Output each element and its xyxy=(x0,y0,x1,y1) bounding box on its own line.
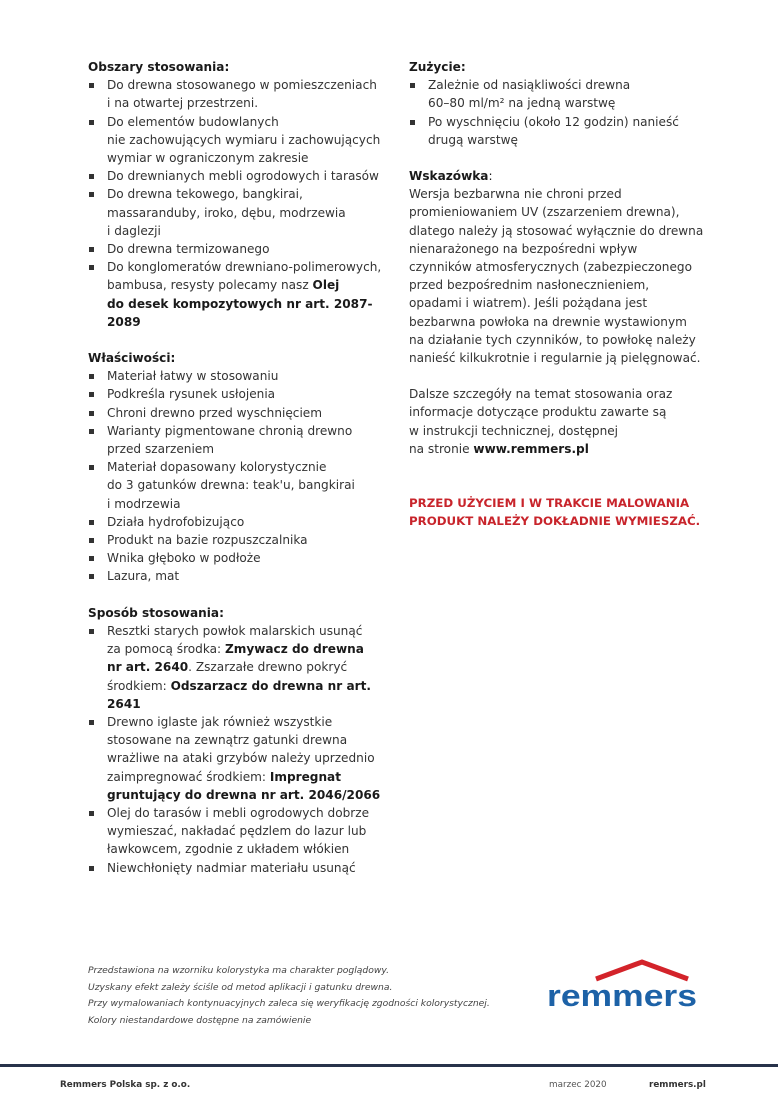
list-item: Warianty pigmentowane chronią drewno przed szarzeniem xyxy=(88,422,388,458)
tip-section xyxy=(409,167,729,367)
footer-date: marzec 2020 xyxy=(549,1080,607,1090)
list-item: Niewchłonięty nadmiar materiału usunąć xyxy=(88,859,388,877)
color-disclaimer: Przedstawiona na wzorniku kolorystyka ma charakter poglądowy. Uzyskany efekt zależy ściśle od metod aplikacji i gatunku drewna. Przy wymalowaniach kontynuacyjnych zaleca się weryfikację zgodności kolorystycznej. Kolory niestandardowe dostępne na zamówienie xyxy=(88,965,490,1027)
list-item: Materiał łatwy w stosowaniu xyxy=(88,367,388,385)
details-text: Dalsze szczegóły na temat stosowania oraz informacje dotyczące produktu zawarte są w instrukcji technicznej, dostępnej na stronie www.remmers.pl xyxy=(409,387,673,456)
usage-heading: Zużycie: xyxy=(409,60,466,74)
properties-list xyxy=(88,367,388,585)
list-item: Podkreśla rysunek usłojenia xyxy=(88,385,388,403)
application-list xyxy=(88,622,388,877)
list-item: Lazura, mat xyxy=(88,567,388,585)
list-item: Do drewna stosowanego w pomieszczeniach i na otwartej przestrzeni. xyxy=(88,76,388,112)
areas-heading: Obszary stosowania: xyxy=(88,60,230,74)
tip-heading: Wskazówka: xyxy=(409,169,493,184)
list-item: Do konglomeratów drewniano-polimerowych, bambusa, resysty polecamy nasz Olej do desek kompozytowych nr art. 2087-2089 xyxy=(88,258,388,331)
list-item: Zależnie od nasiąkliwości drewna 60–80 ml/m² na jedną warstwę xyxy=(409,76,729,112)
usage-section xyxy=(409,58,729,149)
application-section xyxy=(88,604,388,877)
list-item: Do elementów budowlanych nie zachowujących wymiaru i zachowujących wymiar w ograniczonym zakresie xyxy=(88,113,388,168)
list-item: Resztki starych powłok malarskich usunąć za pomocą środka: Zmywacz do drewna nr art. 2640. Zszarzałe drewno pokryć środkiem: Odszarzacz do drewna nr art. 2641 xyxy=(88,622,388,713)
details-section xyxy=(409,385,729,458)
areas-section xyxy=(88,58,388,331)
list-item: Chroni drewno przed wyschnięciem xyxy=(88,404,388,422)
areas-list xyxy=(88,76,388,331)
tip-text: Wersja bezbarwna nie chroni przed promieniowaniem UV (zszarzeniem drewna), dlatego należy ją stosować wyłącznie do drewna nienarażonego na bezpośredni wpływ czynników atmosferycznych (zabezpieczonego przed bezpośrednim nasłonecznieniem, opadami i wiatrem). Jeśli pożądana jest bezbarwna powłoka na drewnie wystawionym na działanie tych czynników, to powłokę należy nanieść kilkukrotnie i regularnie ją pielęgnować. xyxy=(409,187,704,366)
left-column xyxy=(88,58,388,895)
list-item: Wnika głęboko w podłoże xyxy=(88,549,388,567)
website-link[interactable]: www.remmers.pl xyxy=(473,441,589,456)
application-heading: Sposób stosowania: xyxy=(88,605,224,620)
footer-website[interactable]: remmers.pl xyxy=(649,1080,706,1090)
properties-heading: Właściwości: xyxy=(88,351,176,366)
list-item: Działa hydrofobizująco xyxy=(88,513,388,531)
right-column xyxy=(409,58,729,530)
list-item: Do drewnianych mebli ogrodowych i tarasów xyxy=(88,167,388,185)
list-item: Produkt na bazie rozpuszczalnika xyxy=(88,531,388,549)
list-item: Materiał dopasowany kolorystycznie do 3 gatunków drewna: teak'u, bangkirai i modrzewia xyxy=(88,458,388,513)
footer-company: Remmers Polska sp. z o.o. xyxy=(60,1080,191,1090)
mixing-warning: PRZED UŻYCIEM I W TRAKCIE MALOWANIA PRODUKT NALEŻY DOKŁADNIE WYMIESZAĆ. xyxy=(409,496,701,529)
logo-wordmark: remmers xyxy=(547,978,697,1009)
remmers-logo xyxy=(546,959,698,1009)
list-item: Olej do tarasów i mebli ogrodowych dobrze wymieszać, nakładać pędzlem do lazur lub ławkowcem, zgodnie z układem włókien xyxy=(88,804,388,859)
usage-list xyxy=(409,76,729,149)
properties-section xyxy=(88,349,388,586)
list-item: Do drewna termizowanego xyxy=(88,240,388,258)
logo-roof-icon xyxy=(596,962,688,979)
list-item: Do drewna tekowego, bangkirai, massaranduby, iroko, dębu, modrzewia i daglezji xyxy=(88,185,388,240)
list-item: Po wyschnięciu (około 12 godzin) nanieść drugą warstwę xyxy=(409,113,729,149)
footer-divider xyxy=(0,1064,778,1067)
list-item: Drewno iglaste jak również wszystkie stosowane na zewnątrz gatunki drewna wrażliwe na ataki grzybów należy uprzednio zaimpregnować środkiem: Impregnat gruntujący do drewna nr art. 2046/2066 xyxy=(88,713,388,804)
